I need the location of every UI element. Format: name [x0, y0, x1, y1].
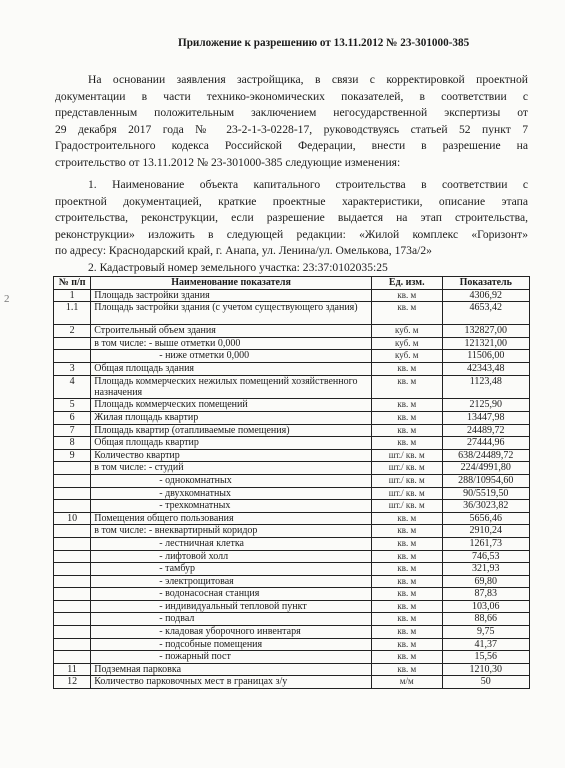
row-num	[54, 575, 91, 588]
row-name: - ниже отметки 0,000	[91, 350, 372, 363]
paragraph-line: строительства, реконструкции, если разрешение выдается на этап строительства,	[55, 211, 528, 225]
row-value: 4306,92	[442, 289, 529, 302]
table-row	[54, 337, 530, 350]
row-value: 24489,72	[442, 424, 529, 437]
row-unit: шт./ кв. м	[371, 462, 442, 475]
row-unit: кв. м	[371, 563, 442, 576]
row-unit: кв. м	[371, 302, 442, 325]
row-unit: кв. м	[371, 638, 442, 651]
row-value: 50	[442, 676, 529, 689]
row-unit: шт./ кв. м	[371, 449, 442, 462]
intro-paragraph	[55, 72, 528, 172]
row-name: - однокомнатных	[91, 474, 372, 487]
row-unit: кв. м	[371, 362, 442, 375]
item-1-paragraph	[55, 177, 528, 260]
row-value: 103,06	[442, 600, 529, 613]
table-row	[54, 302, 530, 325]
row-num	[54, 613, 91, 626]
table-row	[54, 512, 530, 525]
row-value: 1261,73	[442, 537, 529, 550]
table-row	[54, 449, 530, 462]
document-title: Приложение к разрешению от 13.11.2012 № 23-301000-385	[178, 37, 470, 49]
row-value: 69,80	[442, 575, 529, 588]
row-num: 8	[54, 437, 91, 450]
row-num: 6	[54, 411, 91, 424]
row-value: 13447,98	[442, 411, 529, 424]
row-name: Жилая площадь квартир	[91, 411, 372, 424]
row-value: 41,37	[442, 638, 529, 651]
row-value: 90/5519,50	[442, 487, 529, 500]
row-unit: шт./ кв. м	[371, 487, 442, 500]
row-value: 746,53	[442, 550, 529, 563]
row-name: Общая площадь здания	[91, 362, 372, 375]
paragraph-line: 29 декабря 2017 года № 23-2-1-3-0228-17, руководствуясь статьей 52 пункт 7	[55, 122, 528, 136]
row-unit: куб. м	[371, 325, 442, 338]
row-unit: кв. м	[371, 600, 442, 613]
row-num	[54, 337, 91, 350]
row-unit: кв. м	[371, 411, 442, 424]
paragraph-line: Градостроительного кодекса Российской Федерации, внести в разрешение на	[55, 139, 528, 153]
paragraph-line: строительство от 13.11.2012 № 23-301000-385 следующие изменения:	[55, 155, 401, 169]
row-num: 3	[54, 362, 91, 375]
row-value: 27444,96	[442, 437, 529, 450]
row-value: 87,83	[442, 588, 529, 601]
row-num: 7	[54, 424, 91, 437]
row-value: 11506,00	[442, 350, 529, 363]
paragraph-line: реконструкции» изложить в следующей редакции: «Жилой комплекс «Горизонт»	[55, 227, 528, 241]
table-row	[54, 362, 530, 375]
paragraph-line: представленным положительным заключением негосударственной экспертизы от	[55, 106, 528, 120]
row-name: Строительный объем здания	[91, 325, 372, 338]
row-name: - подвал	[91, 613, 372, 626]
row-name: - тамбур	[91, 563, 372, 576]
paragraph-line: проектной документацией, краткие проектные характеристики, описание этапа	[55, 194, 528, 208]
row-unit: кв. м	[371, 437, 442, 450]
row-num	[54, 350, 91, 363]
row-num: 10	[54, 512, 91, 525]
row-value: 88,66	[442, 613, 529, 626]
row-value: 121321,00	[442, 337, 529, 350]
table-row	[54, 613, 530, 626]
paragraph-line: На основании заявления застройщика, в связи с корректировкой проектной	[88, 73, 528, 86]
row-name: Помещения общего пользования	[91, 512, 372, 525]
row-unit: кв. м	[371, 512, 442, 525]
row-num	[54, 500, 91, 513]
row-num	[54, 462, 91, 475]
row-value: 288/10954,60	[442, 474, 529, 487]
table-row	[54, 487, 530, 500]
row-unit: кв. м	[371, 375, 442, 399]
row-num	[54, 525, 91, 538]
header-num: № п/п	[54, 277, 91, 290]
row-num	[54, 626, 91, 639]
row-num: 1.1	[54, 302, 91, 325]
row-unit: кв. м	[371, 399, 442, 412]
row-unit: куб. м	[371, 350, 442, 363]
row-num: 2	[54, 325, 91, 338]
row-name: в том числе: - выше отметки 0,000	[91, 337, 372, 350]
table-row	[54, 474, 530, 487]
header-name: Наименование показателя	[91, 277, 372, 290]
row-unit: кв. м	[371, 663, 442, 676]
row-value: 1123,48	[442, 375, 529, 399]
row-num	[54, 550, 91, 563]
row-name: Общая площадь квартир	[91, 437, 372, 450]
row-unit: кв. м	[371, 550, 442, 563]
table-row	[54, 411, 530, 424]
table-row	[54, 600, 530, 613]
table-row	[54, 462, 530, 475]
table-row	[54, 651, 530, 664]
row-value: 42343,48	[442, 362, 529, 375]
table-row	[54, 375, 530, 399]
table-row	[54, 663, 530, 676]
row-name: Площадь квартир (отапливаемые помещения)	[91, 424, 372, 437]
table-row	[54, 350, 530, 363]
table-header-row	[54, 277, 530, 290]
row-num	[54, 651, 91, 664]
table-row	[54, 676, 530, 689]
row-unit: кв. м	[371, 588, 442, 601]
row-num	[54, 588, 91, 601]
row-unit: кв. м	[371, 424, 442, 437]
row-num	[54, 537, 91, 550]
table-row	[54, 325, 530, 338]
row-name: - индивидуальный тепловой пункт	[91, 600, 372, 613]
row-num	[54, 487, 91, 500]
row-name: - лифтовой холл	[91, 550, 372, 563]
row-name: - электрощитовая	[91, 575, 372, 588]
row-num: 4	[54, 375, 91, 399]
row-unit: шт./ кв. м	[371, 474, 442, 487]
paragraph-line: 1. Наименование объекта капитального строительства в соответствии с	[88, 178, 528, 191]
table-row	[54, 289, 530, 302]
row-num	[54, 600, 91, 613]
row-name: - водонасосная станция	[91, 588, 372, 601]
table-row	[54, 525, 530, 538]
table-row	[54, 424, 530, 437]
row-unit: кв. м	[371, 651, 442, 664]
row-unit: куб. м	[371, 337, 442, 350]
row-num: 5	[54, 399, 91, 412]
header-unit: Ед. изм.	[371, 277, 442, 290]
row-num: 1	[54, 289, 91, 302]
row-name: - трехкомнатных	[91, 500, 372, 513]
row-name: - двухкомнатных	[91, 487, 372, 500]
row-unit: шт./ кв. м	[371, 500, 442, 513]
row-name: Площадь коммерческих нежилых помещений хозяйственного назначения	[91, 375, 372, 399]
cadastral-line: 2. Кадастровый номер земельного участка: 23:37:0102035:25	[88, 261, 388, 274]
table-row	[54, 563, 530, 576]
row-value: 2125,90	[442, 399, 529, 412]
row-unit: м/м	[371, 676, 442, 689]
table-body	[54, 289, 530, 688]
row-unit: кв. м	[371, 289, 442, 302]
table-row	[54, 575, 530, 588]
row-num: 11	[54, 663, 91, 676]
row-value: 5656,46	[442, 512, 529, 525]
table-row	[54, 626, 530, 639]
row-unit: кв. м	[371, 537, 442, 550]
row-name: Количество парковочных мест в границах з/у	[91, 676, 372, 689]
row-value: 1210,30	[442, 663, 529, 676]
table-row	[54, 500, 530, 513]
row-name: - подсобные помещения	[91, 638, 372, 651]
table-row	[54, 399, 530, 412]
table-row	[54, 437, 530, 450]
row-value: 321,93	[442, 563, 529, 576]
row-unit: кв. м	[371, 525, 442, 538]
row-unit: кв. м	[371, 575, 442, 588]
row-name: - кладовая уборочного инвентаря	[91, 626, 372, 639]
row-name: Подземная парковка	[91, 663, 372, 676]
row-num	[54, 474, 91, 487]
row-name: Количество квартир	[91, 449, 372, 462]
table-row	[54, 638, 530, 651]
table-row	[54, 588, 530, 601]
row-name: в том числе: - студий	[91, 462, 372, 475]
row-name: в том числе: - внеквартирный коридор	[91, 525, 372, 538]
row-value: 224/4991,80	[442, 462, 529, 475]
paragraph-line: документации в части технико-экономических показателей, в соответствии с	[55, 89, 528, 103]
paragraph-line: по адресу: Краснодарский край, г. Анапа, ул. Ленина/ул. Омелькова, 173а/2»	[55, 244, 432, 258]
row-name: Площадь застройки здания (с учетом существующего здания)	[91, 302, 372, 325]
row-num: 9	[54, 449, 91, 462]
row-num	[54, 563, 91, 576]
header-value: Показатель	[442, 277, 529, 290]
row-num	[54, 638, 91, 651]
table-row	[54, 550, 530, 563]
row-name: Площадь коммерческих помещений	[91, 399, 372, 412]
table-row	[54, 537, 530, 550]
row-name: Площадь застройки здания	[91, 289, 372, 302]
row-value: 638/24489,72	[442, 449, 529, 462]
row-value: 15,56	[442, 651, 529, 664]
row-name: - лестничная клетка	[91, 537, 372, 550]
row-value: 9,75	[442, 626, 529, 639]
row-unit: кв. м	[371, 626, 442, 639]
indicators-table	[53, 276, 530, 689]
item-2-cadastral	[55, 260, 528, 277]
row-num: 12	[54, 676, 91, 689]
row-value: 132827,00	[442, 325, 529, 338]
row-value: 36/3023,82	[442, 500, 529, 513]
row-value: 2910,24	[442, 525, 529, 538]
row-unit: кв. м	[371, 613, 442, 626]
row-value: 4653,42	[442, 302, 529, 325]
row-name: - пожарный пост	[91, 651, 372, 664]
margin-mark: 2	[4, 293, 10, 305]
